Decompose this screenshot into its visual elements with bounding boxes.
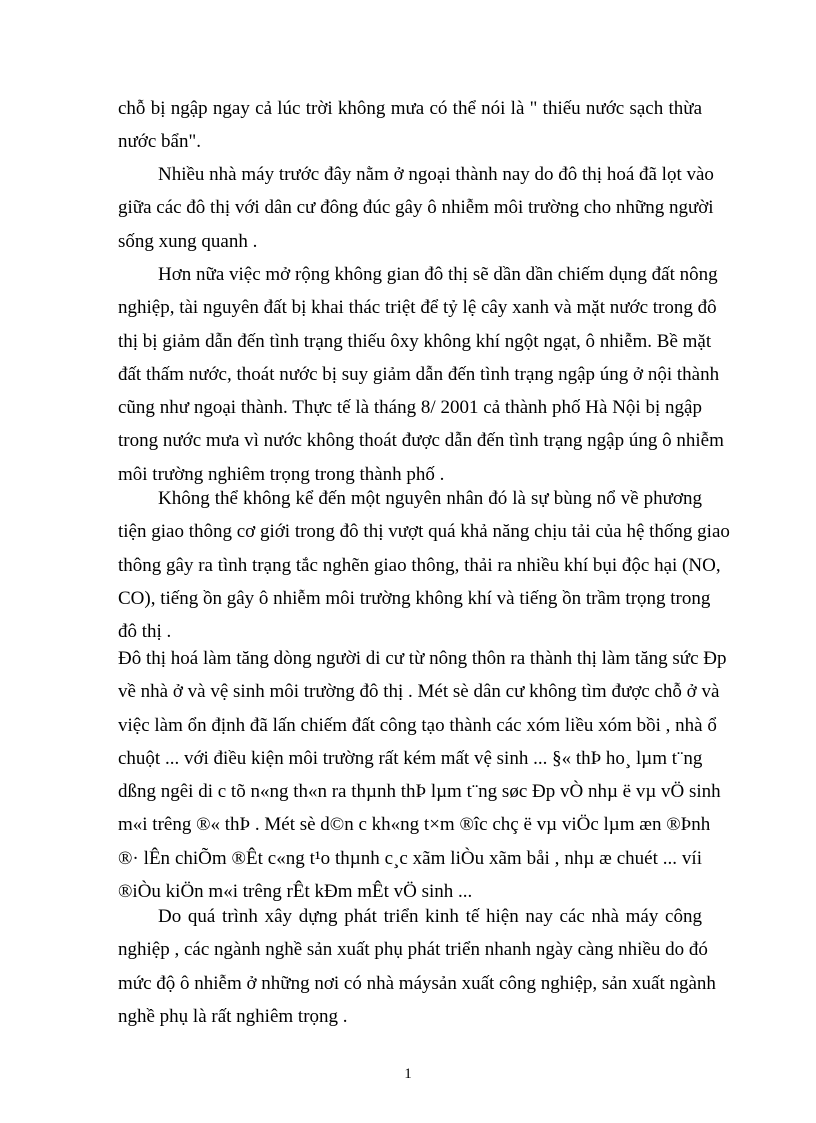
text-line: Hơn nữa việc mở rộng không gian đô thị sẽ dần dần chiếm dụng đất nông [158,264,718,285]
text-line: ®iÒu kiÖn m«i trêng rÊt kÐm mÊt vÖ sinh ... [118,881,473,903]
text-line: chuột ... với điều kiện môi trường rất kém mất vệ sinh ... §« thÞ ho¸ lµm t¨ng [118,747,703,769]
text-line: thị bị giảm dẫn đến tình trạng thiếu ôxy không khí ngột ngạt, ô nhiễm. Bề mặt [118,330,712,352]
text-line: môi trường nghiêm trọng trong thành phố . [118,463,445,485]
text-line: sống xung quanh . [118,230,258,252]
paragraph-6 [118,900,716,1033]
text-line: Đô thị hoá làm tăng dòng người di cư từ nông thôn ra thành thị làm tăng sức Ðp [118,648,727,669]
paragraph-4 [118,482,730,648]
text-line: cũng như ngoại thành. Thực tế là tháng 8/ 2001 cả thành phố Hà Nội bị ngập [118,397,702,419]
text-line: nghiệp, tài nguyên đất bị khai thác triệt để tỷ lệ cây xanh và mặt nước trong đô [118,297,717,319]
paragraph-1 [118,92,702,159]
text-line: m«i trêng ®« thÞ . Mét sè d©n c kh«ng t×m ®îc chç ë vµ viÖc lµm æn ®Þnh [118,814,711,836]
text-line: trong nước mưa vì nước không thoát được dẫn đến tình trạng ngập úng ô nhiễm [118,430,724,452]
paragraph-5 [118,642,727,908]
text-line: ®· lÊn chiÕm ®Êt c«ng t¹o thµnh c¸c xãm liÒu xãm båi , nhµ æ chuét ... víi [118,847,702,869]
paragraph-2 [118,158,714,258]
text-line: nước bẩn". [118,131,201,153]
text-line: thông gây ra tình trạng tắc nghẽn giao thông, thải ra nhiều khí bụi độc hại (NO, [118,554,721,576]
text-line: CO), tiếng ồn gây ô nhiễm môi trường không khí và tiếng ồn trầm trọng trong [118,587,711,609]
text-line: Nhiều nhà máy trước đây nằm ở ngoại thành nay do đô thị hoá đã lọt vào [158,164,714,185]
text-line: Không thể không kể đến một nguyên nhân đó là sự bùng nổ về phương [158,488,702,509]
text-line: nghiệp , các ngành nghề sản xuất phụ phát triển nhanh ngày càng nhiều do đó [118,939,708,961]
text-line: chỗ bị ngập ngay cả lúc trời không mưa có thể nói là " thiếu nước sạch thừa [118,98,702,119]
text-line: nghề phụ là rất nghiêm trọng . [118,1005,348,1027]
text-line: đất thấm nước, thoát nước bị suy giảm dẫn đến tình trạng ngập úng ở nội thành [118,363,720,385]
text-line: Do quá trình xây dựng phát triển kinh tế hiện nay các nhà máy công [158,906,702,927]
text-line: dßng ngêi di c tõ n«ng th«n ra thµnh thÞ lµm t¨ng søc Ðp vÒ nhµ ë vµ vÖ sinh [118,781,721,803]
text-line: mức độ ô nhiễm ở những nơi có nhà máysản xuất công nghiệp, sản xuất ngành [118,972,716,994]
text-line: đô thị . [118,621,172,643]
text-line: việc làm ổn định đã lấn chiếm đất công tạo thành các xóm liều xóm bồi , nhà ổ [118,714,717,736]
text-line: giữa các đô thị với dân cư đông đúc gây ô nhiễm môi trường cho những người [118,197,714,219]
paragraph-3 [118,258,724,491]
page-number: 1 [404,1066,412,1082]
text-line: tiện giao thông cơ giới trong đô thị vượt quá khả năng chịu tải của hệ thống giao [118,521,730,543]
text-line: về nhà ở và vệ sinh môi trường đô thị . Mét sè dân cư không tìm được chỗ ở và [118,681,720,703]
